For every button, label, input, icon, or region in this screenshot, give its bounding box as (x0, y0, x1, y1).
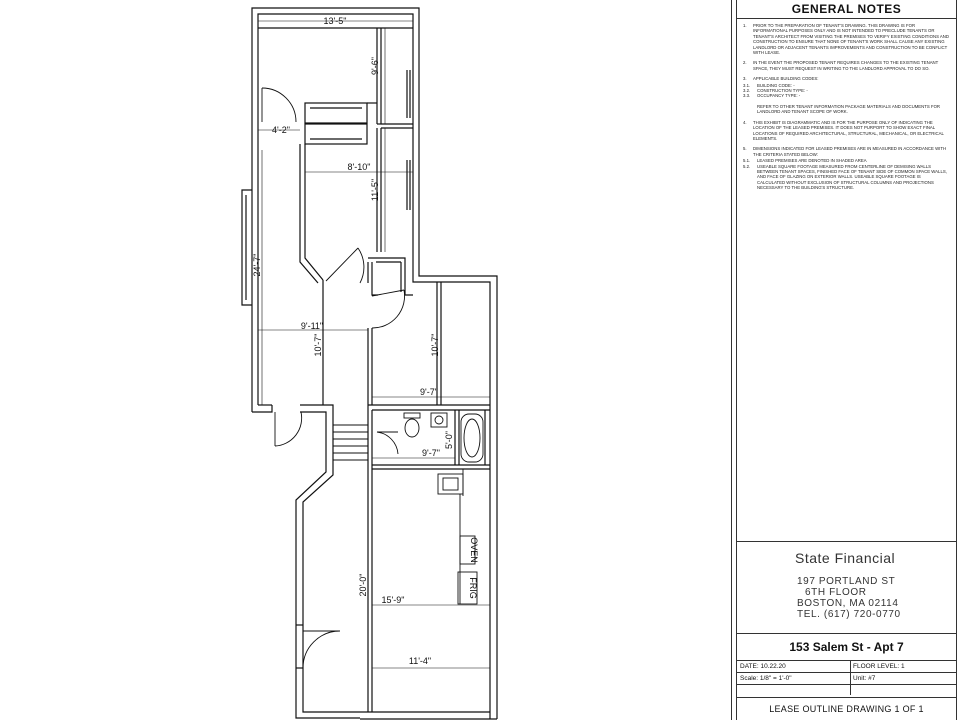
dim-left-height: 24'-7" (252, 253, 262, 277)
address-line: TEL. (617) 720-0770 (797, 609, 901, 620)
title-block-frame (736, 0, 957, 720)
oven-label: OVEN (469, 537, 479, 563)
doors (262, 88, 405, 668)
code-item (743, 93, 950, 98)
interior-walls (300, 28, 490, 712)
company-block (737, 541, 956, 633)
company-name: State Financial (795, 550, 896, 566)
info-row-blank (737, 685, 956, 696)
drawing-footer: LEASE OUTLINE DRAWING 1 OF 1 (737, 697, 956, 721)
stairs (333, 425, 368, 460)
dim-room-height: 10'-7" (430, 333, 440, 357)
note-1-number: 1. (743, 23, 747, 28)
note-4 (743, 120, 950, 142)
note-2-text: IN THE EVENT THE PROPOSED TENANT REQUIRES CHANGES TO THE EXISTING TENANT SPACE, THEY MUST REQUEST IN WRITING TO THE LANDLORD APPROVAL TO DO SO. (753, 60, 939, 71)
info-divider (850, 661, 851, 695)
floor-level-field: FLOOR LEVEL: 1 (853, 663, 905, 670)
frig-label: FRIG (468, 577, 478, 599)
note-5-item-number: 5.1. (743, 158, 751, 164)
code-item-text: OCCUPANCY TYPE: - (757, 93, 801, 99)
dim-mid-height: 11'-5" (370, 178, 380, 202)
dim-living-width: 9'-11" (300, 321, 324, 331)
note-2 (743, 60, 950, 71)
project-title: 153 Salem St - Apt 7 (737, 633, 956, 661)
dim-mid-width: 8'-10" (347, 162, 371, 172)
info-row (737, 673, 956, 685)
dim-room-width: 9'-7" (420, 387, 438, 397)
note-3-number: 3. (743, 76, 747, 82)
address-line: 197 PORTLAND ST (797, 576, 896, 587)
info-row (737, 661, 956, 673)
note-5 (743, 146, 950, 157)
note-5-item (743, 164, 950, 191)
codes-reference: REFER TO OTHER TENANT INFORMATION PACKAGE MATERIALS AND DOCUMENTS FOR LANDLORD AND TENANT SCOPE OF WORK. (757, 103, 941, 115)
dimension-labels (252, 16, 454, 666)
code-item-number: 3.3. (743, 93, 751, 99)
note-5-number: 5. (743, 146, 747, 152)
code-item-text: BUILDING CODE: - (757, 82, 795, 88)
note-5-item-text: LEASED PREMISES ARE DENOTED IN SHADED AREA (757, 158, 867, 164)
note-4-text: THIS EXHIBIT IS DIAGRAMMATIC AND IS FOR THE PURPOSE ONLY OF INDICATING THE LOCATION OF THE LEASED PREMISES. IT DOES NOT PURPORT TO SHOW EXACT FINAL LOCATIONS OF REQUIRED ARCHITECTURAL, STRUCTURAL, MECHANICAL, OR ELECTRICAL ELEMENTS. (753, 119, 944, 141)
note-1 (743, 23, 950, 55)
appliance-labels (468, 537, 479, 599)
dim-kitchen-width: 15'-9" (381, 595, 405, 605)
date-field: DATE: 10.22.20 (740, 663, 786, 670)
drawing-info (737, 661, 956, 695)
note-5-text: DIMENSIONS INDICATED FOR LEASED PREMISES ARE IN MEASURED IN ACCORDANCE WITH THE CRITERIA STATED BELOW: (753, 146, 947, 157)
unit-field: Unit: #7 (853, 675, 876, 682)
dim-bath-width: 9'-7" (422, 448, 440, 458)
company-address (797, 576, 901, 620)
dim-top-width: 13'-5" (323, 16, 347, 26)
scale-field: Scale: 1/8" = 1'-0" (740, 675, 792, 682)
note-2-number: 2. (743, 60, 747, 66)
code-item-text: CONSTRUCTION TYPE: - (757, 88, 808, 94)
note-1-text: PRIOR TO THE PREPARATION OF TENANT'S DRAWING. THIS DRAWING IS FOR INFORMATIONAL PURPOSES ONLY AND IS NOT INTENDED TO PRECLUDE TENANTS OR TENANT'S ARCHITECT FROM VISITING THE PREMISES TO VERIFY EXISTING CONDITIONS AND CONSTRUCTION TO ENSURE THAT NONE OF TENANT'S WORK SHALL CAUSE ANY EXISTING LANDLORD OR ADJACENT TENANTS IMPROVEMENTS AND CONSTRUCTION TO BE CONFLICT WITH LEASE. (753, 23, 949, 56)
note-5-item-text: USEABLE SQUARE FOOTAGE MEASURED FROM CENTERLINE OF DEMISING WALLS BETWEEN TENANT SPACES, FINISHED FACE OF TENANT SIDE OF COMMON SPACE WALLS, AND FACE OF GLAZING ON EXTERIOR WALLS. USEABLE SQUARE FOOTAGE IS CALCULATED WITHOUT EXCLUSION OF STRUCTURAL COLUMNS AND PROJECTIONS NECESSARY TO THE BUILDING'S STRUCTURE. (757, 163, 947, 191)
dim-top-height: 9'-6" (370, 57, 380, 75)
dim-bottom-width: 11'-4" (408, 656, 432, 666)
note-3 (743, 76, 950, 81)
exterior-walls (242, 8, 497, 719)
note-5-item-number: 5.2. (743, 163, 751, 169)
dimension-lines (258, 21, 490, 705)
general-notes-body (737, 19, 956, 191)
code-item-number: 3.2. (743, 88, 751, 94)
code-item-number: 3.1. (743, 82, 751, 88)
dim-bath-height: 5'-0" (444, 431, 454, 449)
note-4-number: 4. (743, 119, 747, 125)
note-3-text: APPLICABLE BUILDING CODES: (753, 76, 819, 82)
dim-closet-width: 4'-2" (272, 125, 290, 135)
dim-kitchen-height: 20'-0" (358, 573, 368, 597)
dim-living-height: 10'-7" (313, 333, 323, 357)
general-notes-title: GENERAL NOTES (791, 2, 902, 16)
address-line: 6TH FLOOR (805, 587, 867, 598)
title-block (731, 0, 960, 720)
address-line: BOSTON, MA 02114 (797, 598, 899, 609)
